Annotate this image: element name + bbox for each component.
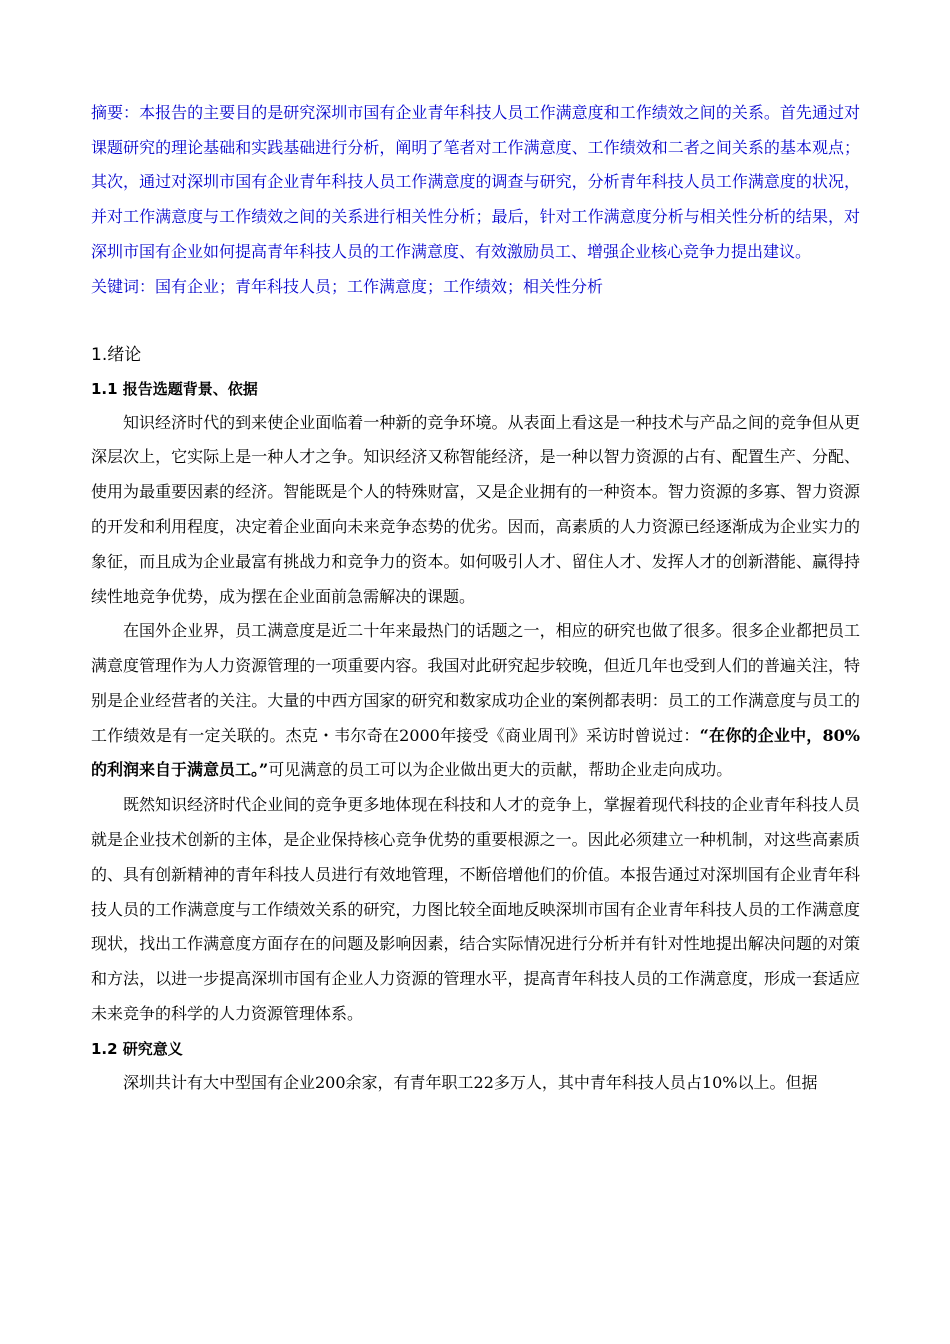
paragraph-2-text-a: 在国外企业界，员工满意度是近二十年来最热门的话题之一，相应的研究也做了很多。很多企业都把员工满意度管理作为人力资源管理的一项重要内容。我国对此研究起步较晚，但近几年也受到人们的普遍关注，特别是企业经营者的关注。大量的中西方国家的研究和数家成功企业的案例都表明：员工的工作满意度与员工的工作绩效是有一定关联的。杰克・韦尔奇在2000年接受《商业周刊》采访时曾说过： (91, 621, 860, 745)
paragraph-4: 深圳共计有大中型国有企业200余家，有青年职工22多万人，其中青年科技人员占10%以上。但据 (123, 1072, 818, 1092)
section-1-title: 1.绪论 (91, 344, 142, 365)
paragraph-1: 知识经济时代的到来使企业面临着一种新的竞争环境。从表面上看这是一种技术与产品之间的竞争但从更深层次上，它实际上是一种人才之争。知识经济又称智能经济，是一种以智力资源的占有、配置生产、分配、使用为最重要因素的经济。智能既是个人的特殊财富，又是企业拥有的一种资本。智力资源的多寡、智力资源的开发和利用程度，决定着企业面向未来竞争态势的优劣。因而，高素质的人力资源已经逐渐成为企业实力的象征，而且成为企业最富有挑战力和竞争力的资本。如何吸引人才、留住人才、发挥人才的创新潜能、赢得持续性地竞争优势，成为摆在企业面前急需解决的课题。 (91, 412, 860, 606)
quote-bold: “在你的企业中，80%的利润来自于满意员工。” (91, 725, 860, 780)
section-1-2-title: 1.2 研究意义 (91, 1039, 183, 1058)
document-page (91, 96, 860, 1101)
paragraph-2-text-b: 可见满意的员工可以为企业做出更大的贡献，帮助企业走向成功。 (268, 760, 733, 780)
paragraph-2 (91, 614, 860, 788)
paragraph-3: 既然知识经济时代企业间的竞争更多地体现在科技和人才的竞争上，掌握着现代科技的企业青年科技人员就是企业技术创新的主体，是企业保持核心竞争优势的重要根源之一。因此必须建立一种机制，对这些高素质的、具有创新精神的青年科技人员进行有效地管理，不断倍增他们的价值。本报告通过对深圳国有企业青年科技人员的工作满意度与工作绩效关系的研究，力图比较全面地反映深圳市国有企业青年科技人员的工作满意度现状，找出工作满意度方面存在的问题及影响因素，结合实际情况进行分析并有针对性地提出解决问题的对策和方法，以进一步提高深圳市国有企业人力资源的管理水平，提高青年科技人员的工作满意度，形成一套适应未来竞争的科学的人力资源管理体系。 (91, 795, 860, 1024)
abstract-block (91, 96, 860, 270)
keywords-line: 关键词：国有企业；青年科技人员；工作满意度；工作绩效；相关性分析 (91, 276, 604, 296)
section-1-1-title: 1.1 报告选题背景、依据 (91, 379, 258, 398)
section-1-2-body (91, 1066, 860, 1101)
section-1-1-body (91, 406, 860, 1032)
abstract-text: 摘要：本报告的主要目的是研究深圳市国有企业青年科技人员工作满意度和工作绩效之间的关系。首先通过对课题研究的理论基础和实践基础进行分析，阐明了笔者对工作满意度、工作绩效和二者之间关系的基本观点；其次，通过对深圳市国有企业青年科技人员工作满意度的调查与研究，分析青年科技人员工作满意度的状况，并对工作满意度与工作绩效之间的关系进行相关性分析；最后，针对工作满意度分析与相关性分析的结果，对深圳市国有企业如何提高青年科技人员的工作满意度、有效激励员工、增强企业核心竞争力提出建议。 (91, 103, 860, 261)
